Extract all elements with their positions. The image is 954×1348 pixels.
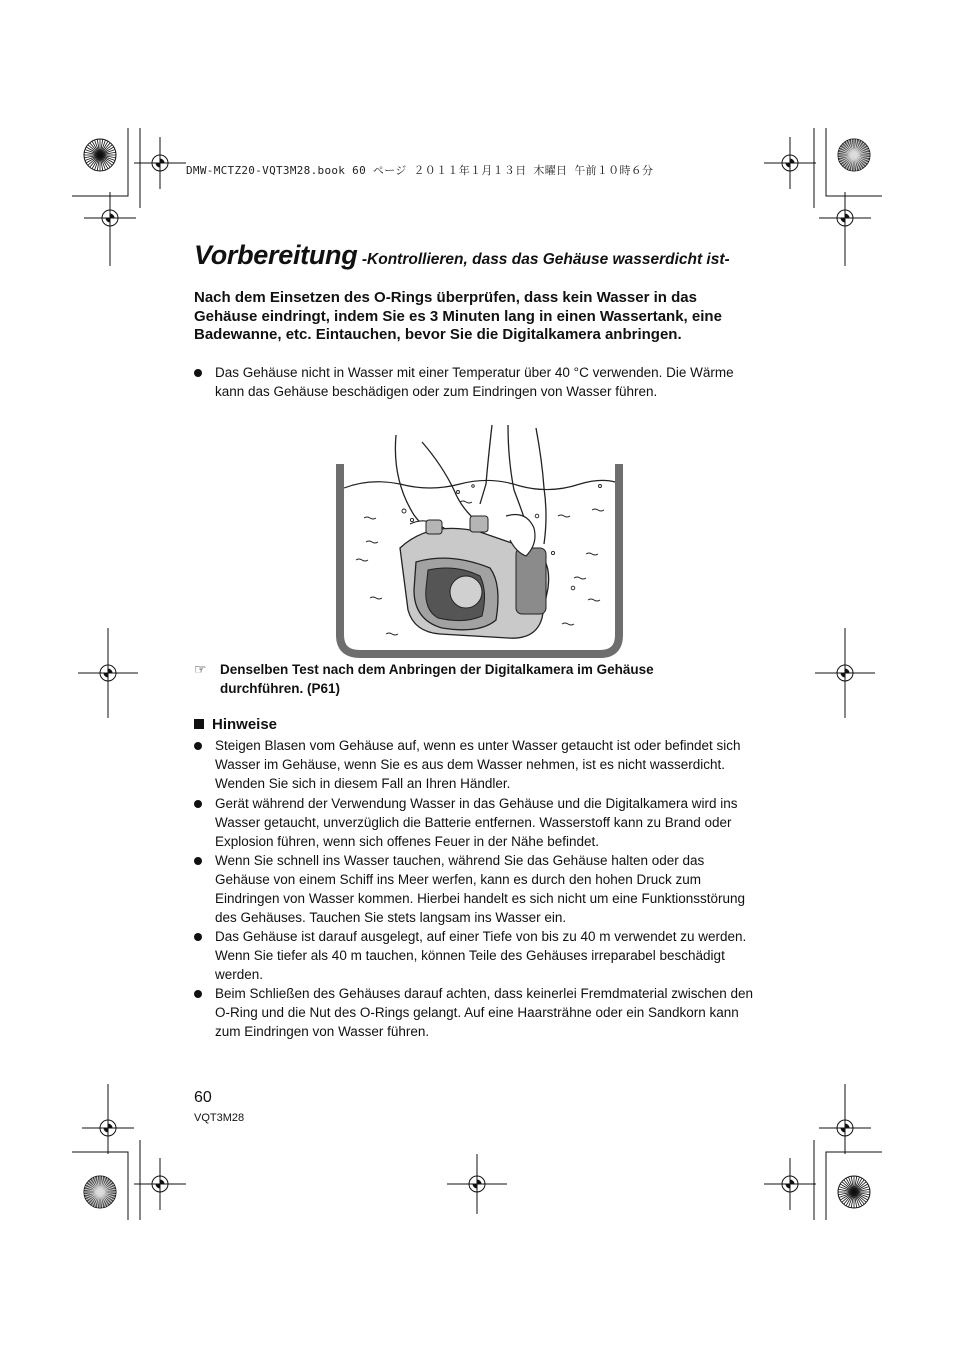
- bullet-icon: [194, 742, 202, 750]
- registration-star-icon: [838, 139, 870, 171]
- registration-star-icon: [84, 1176, 116, 1208]
- housing-in-water-illustration: [330, 420, 630, 660]
- note-item: [194, 927, 764, 985]
- note-item: [194, 851, 764, 928]
- reference-text: Denselben Test nach dem Anbringen der Digitalkamera im Gehäuse durchführen. (P61): [220, 662, 654, 696]
- intro-bullet-text: Das Gehäuse nicht in Wasser mit einer Temperatur über 40 °C verwenden. Die Wärme kann das Gehäuse beschädigen oder zum Eindringen von Wasser führen.: [215, 365, 734, 399]
- title-subtitle: -Kontrollieren, dass das Gehäuse wasserdicht ist-: [361, 251, 730, 268]
- bullet-icon: [194, 369, 202, 377]
- bullet-icon: [194, 990, 202, 998]
- registration-cross-icon: [764, 137, 816, 189]
- intro-bullet: [194, 363, 764, 403]
- note-text: Das Gehäuse ist darauf ausgelegt, auf einer Tiefe von bis zu 40 m verwendet zu werden. Wenn Sie tiefer als 40 m tauchen, können Teile des Gehäuses irreparabel beschädigt werden.: [215, 929, 747, 982]
- notes-heading-label: Hinweise: [212, 716, 278, 733]
- note-item: [194, 984, 764, 1042]
- bullet-icon: [194, 800, 202, 808]
- title-main: Vorbereitung: [194, 240, 358, 270]
- registration-star-icon: [84, 139, 116, 171]
- note-text: Gerät während der Verwendung Wasser in das Gehäuse und die Digitalkamera wird ins Wasser getaucht, unverzüglich die Batterie entfernen. Wasserstoff kann zu Brand oder Explosion führen, wenn sich offenes Feuer in der Nähe befindet.: [215, 796, 738, 849]
- pointing-hand-icon: ☞: [194, 661, 207, 677]
- note-text: Beim Schließen des Gehäuses darauf achten, dass keinerlei Fremdmaterial zwischen den O-Ring und die Nut des O-Rings gelangt. Auf eine Haarsträhne oder ein Sandkorn kann zum Eindringen von Wasser führen.: [215, 986, 754, 1039]
- registration-cross-icon: [447, 1154, 507, 1214]
- intro-paragraph: Nach dem Einsetzen des O-Rings überprüfen, dass kein Wasser in das Gehäuse eindringt, indem Sie es 3 Minuten lang in einen Wassertank, eine Badewanne, etc. Eintauchen, bevor Sie die Digitalkamera anbringen.: [194, 289, 722, 343]
- document-id: VQT3M28: [194, 1112, 245, 1124]
- registration-cross-icon: [134, 137, 186, 189]
- note-item: [194, 794, 764, 852]
- square-bullet-icon: [194, 719, 204, 729]
- registration-cross-icon: [764, 1158, 816, 1210]
- bullet-icon: [194, 933, 202, 941]
- bullet-icon: [194, 857, 202, 865]
- note-item: [194, 736, 764, 794]
- note-text: Wenn Sie schnell ins Wasser tauchen, während Sie das Gehäuse halten oder das Gehäuse von einem Schiff ins Meer werfen, kann es durch den hohen Druck zum Eindringen von Wasser kommen. Hierbei handelt es sich nicht um eine Funktionsstörung des Gehäuses. Tauchen Sie stets langsam ins Wasser ein.: [215, 853, 746, 925]
- registration-cross-icon: [134, 1158, 186, 1210]
- page-number: 60: [194, 1089, 212, 1106]
- note-text: Steigen Blasen vom Gehäuse auf, wenn es unter Wasser getaucht ist oder befindet sich Wasser im Gehäuse, wenn Sie es aus dem Wasser nehmen, ist es nicht wasserdicht. Wenden Sie sich in diesem Fall an Ihren Händler.: [215, 738, 741, 791]
- registration-star-icon: [838, 1176, 870, 1208]
- notes-heading: [194, 716, 277, 733]
- page-title: [194, 240, 730, 271]
- print-header-line: DMW-MCTZ20-VQT3M28.book 60 ページ ２０１１年１月１３日 木曜日 午前１０時６分: [186, 164, 654, 177]
